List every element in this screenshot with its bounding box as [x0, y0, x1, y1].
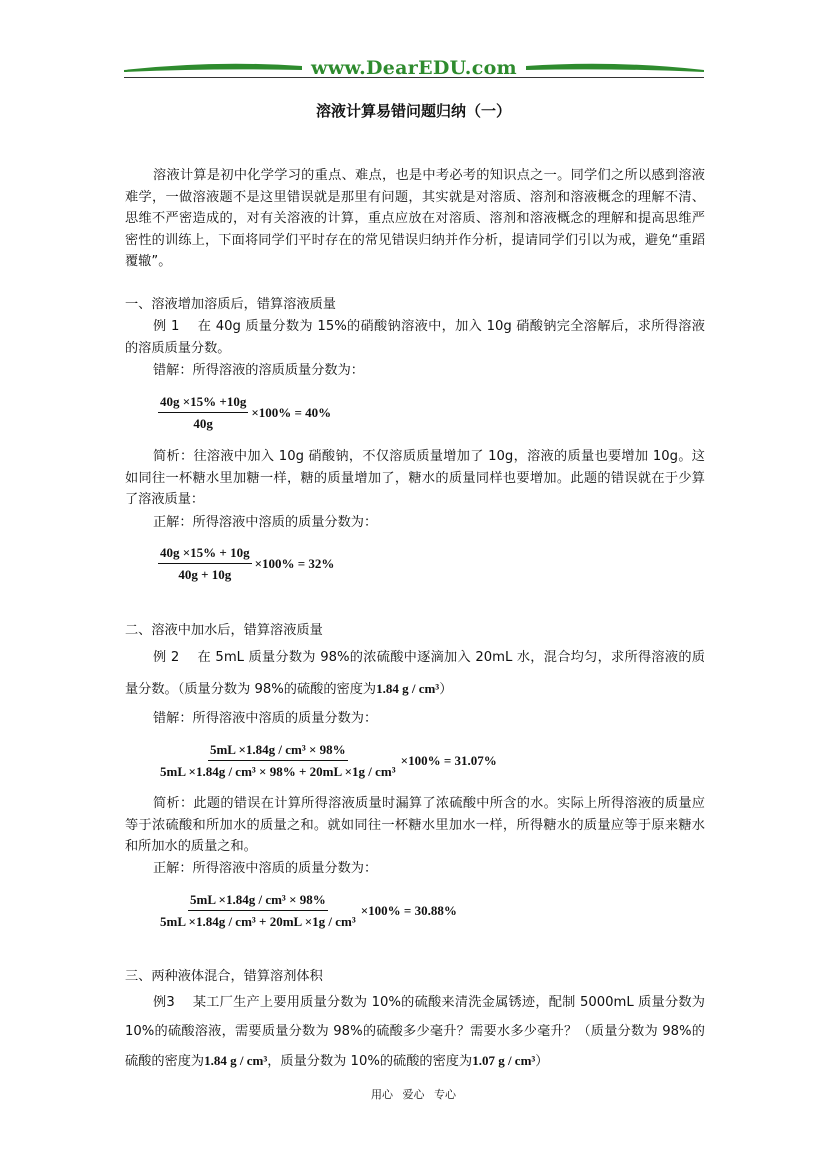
formula-1-wrong: [158, 394, 331, 432]
intro-paragraph: 溶液计算是初中化学学习的重点、难点，也是中考必考的知识点之一。同学们之所以感到溶液难学，一做溶液题不是这里错误就是那里有问题，其实就是对溶质、溶剂和溶液概念的理解不清、思维不严密造成的，对有关溶液的计算，重点应放在对溶质、溶剂和溶液概念的理解和提高思维严密性的训练上，下面将同学们平时存在的常见错误归纳并作分析，提请同学们引以为戒，避免“重蹈覆辙”。: [125, 168, 705, 269]
density-value-98: 1.84 g / cm³: [204, 1053, 268, 1068]
formula-numerator: 5mL ×1.84g / cm³ × 98%: [208, 742, 348, 761]
formula-denominator: 5mL ×1.84g / cm³ + 20mL ×1g / cm³: [160, 914, 356, 929]
formula-numerator: 5mL ×1.84g / cm³ × 98%: [188, 892, 328, 911]
formula-result: ×100% = 40%: [251, 405, 332, 420]
density-value: 1.84 g / cm³: [376, 681, 440, 696]
page-title: 溶液计算易错问题归纳（一）: [315, 102, 511, 120]
section-1-analysis: 简析：往溶液中加入 10g 硝酸钠，不仅溶质质量增加了 10g，溶液的质量也要增加 10g。这如同往一杯糖水里加糖一样，糖的质量增加了，糖水的质量同样也要增加。此题的错误就在于少算了溶液质量：: [125, 449, 705, 507]
section-2-wrong-label: 错解：所得溶液中溶质的质量分数为：: [153, 711, 378, 726]
page-footer: 用心 爱心 专心: [371, 1088, 456, 1101]
formula-result: ×100% = 31.07%: [400, 753, 497, 768]
section-1-right-label: 正解：所得溶液中溶质的质量分数为：: [153, 515, 378, 530]
section-2-right-label: 正解：所得溶液中溶质的质量分数为：: [153, 861, 378, 876]
site-header: [124, 56, 704, 82]
header-divider: [124, 77, 704, 78]
formula-result: ×100% = 30.88%: [360, 903, 457, 918]
section-1-wrong-label: 错解：所得溶液的溶质质量分数为：: [153, 363, 364, 378]
section-3-heading: 三、两种液体混合，错算溶剂体积: [125, 969, 323, 984]
formula-numerator: 40g ×15% + 10g: [158, 545, 252, 564]
density-value-10: 1.07 g / cm³: [472, 1053, 536, 1068]
section-1-example: 例 1 在 40g 质量分数为 15%的硝酸钠溶液中，加入 10g 硝酸钠完全溶解后，求所得溶液的溶质质量分数。: [125, 319, 705, 356]
section-2-heading: 二、溶液中加水后，错算溶液质量: [125, 623, 323, 638]
section-2-example: 例 2 在 5mL 质量分数为 98%的浓硫酸中逐滴加入 20mL 水，混合均匀，求所得溶液的质量分数。（质量分数为 98%的硫酸的密度为1.84 g / cm³）: [125, 650, 705, 697]
site-logo-text[interactable]: www.DearEDU.com: [311, 57, 517, 79]
formula-1-right: [158, 545, 334, 583]
formula-2-right: [158, 892, 457, 930]
formula-denominator: 40g + 10g: [178, 567, 232, 582]
section-1-heading: 一、溶液增加溶质后，错算溶液质量: [125, 297, 336, 312]
formula-denominator: 40g: [193, 416, 213, 431]
section-3-example: 例3 某工厂生产上要用质量分数为 10%的硫酸来清洗金属锈迹，配制 5000mL 质量分数为 10%的硫酸溶液，需要质量分数为 98%的硫酸多少毫升？需要水多少毫升？（质量分数为 98%的硫酸的密度为1.84 g / cm³，质量分数为 10%的硫酸的密度为1.07 g / cm³）: [125, 995, 705, 1069]
formula-denominator: 5mL ×1.84g / cm³ × 98% + 20mL ×1g / cm³: [160, 764, 396, 779]
formula-numerator: 40g ×15% +10g: [158, 394, 248, 413]
formula-2-wrong: [158, 742, 497, 780]
formula-result: ×100% = 32%: [254, 556, 335, 571]
section-2-analysis: 简析：此题的错误在计算所得溶液质量时漏算了浓硫酸中所含的水。实际上所得溶液的质量应等于浓硫酸和所加水的质量之和。就如同往一杯糖水里加水一样，所得糖水的质量应等于原来糖水和所加水的质量之和。: [125, 796, 705, 854]
